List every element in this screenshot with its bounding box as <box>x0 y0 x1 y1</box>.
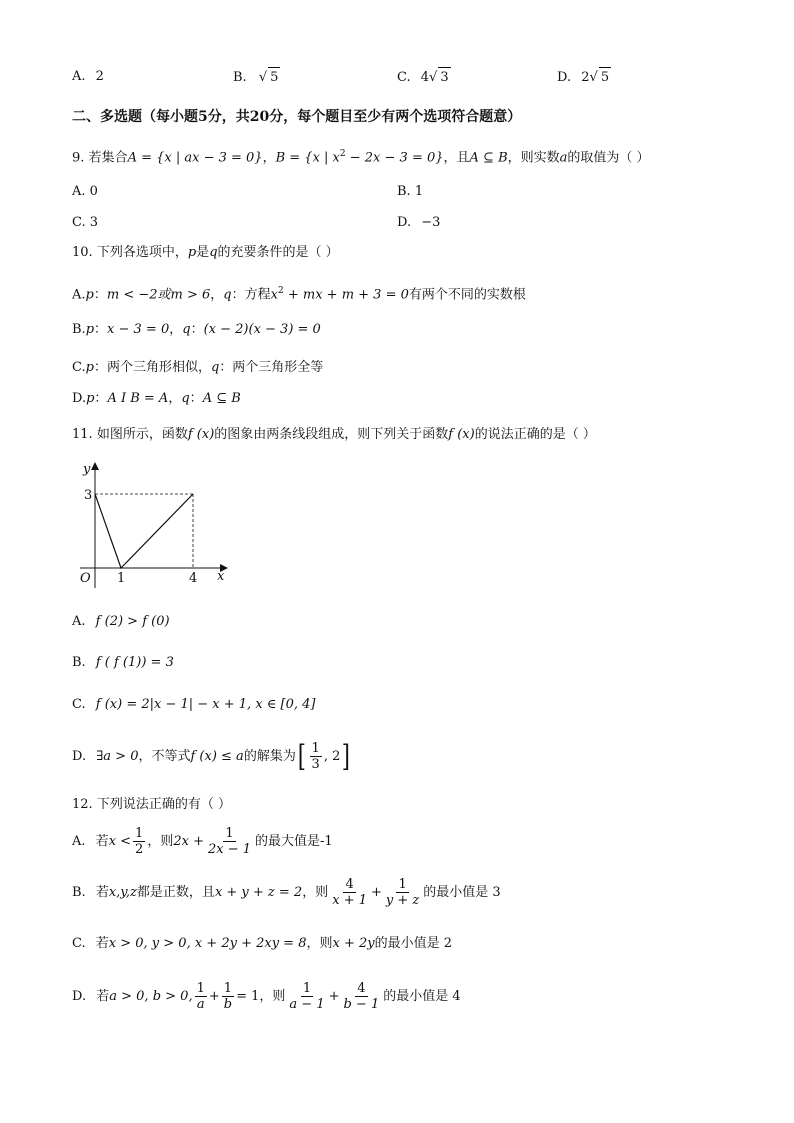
option-text: ：方程 <box>231 287 271 303</box>
q9-option-c <box>72 213 98 233</box>
q12-stem <box>72 795 231 815</box>
coefficient: 2 <box>581 70 590 85</box>
option-text: 若 <box>95 885 109 900</box>
stem-text: 是 <box>196 245 210 260</box>
option-label: D. <box>557 70 572 85</box>
numerator: 1 <box>196 981 205 996</box>
function: f (x) <box>187 427 215 442</box>
x-tick-4: 4 <box>189 571 198 586</box>
equation: = 1 <box>236 989 260 1004</box>
set-b: B = {x | x <box>275 150 340 166</box>
sqrt-sign: √ <box>258 70 268 85</box>
option-text: 的最小值是 2 <box>374 936 453 951</box>
expression: f ( f (1)) = 3 <box>95 655 174 670</box>
stem-text: 的取值为（ ） <box>567 150 650 166</box>
q11-option-a <box>72 612 170 632</box>
origin-label: O <box>80 571 91 586</box>
option-label: B. <box>72 322 86 337</box>
option-text: ，则 <box>302 885 329 900</box>
denominator: x + 1 <box>332 893 367 908</box>
option-text: ，不等式 <box>138 749 191 764</box>
q10-stem <box>72 243 339 263</box>
question-number: 11. <box>72 427 93 442</box>
sqrt-sign: √ <box>589 70 598 85</box>
option-value: 3 <box>89 215 99 230</box>
variable: p <box>85 360 94 375</box>
variable: q <box>223 287 232 303</box>
numerator: 1 <box>223 981 233 996</box>
option-value: 1 <box>414 184 424 199</box>
stem-text: ， <box>262 150 276 166</box>
option-label: A. <box>72 184 86 199</box>
expression: f (2) > f (0) <box>95 614 170 629</box>
equation: + mx + m + 3 = 0 <box>283 287 409 303</box>
q10-option-c <box>72 358 323 378</box>
option-text: ： <box>94 391 108 406</box>
graph-segments <box>95 494 193 568</box>
option-value: −3 <box>421 215 441 230</box>
left-bracket: [ <box>297 738 306 774</box>
q12-option-c <box>72 934 452 954</box>
x-axis-label: x <box>217 569 225 584</box>
condition: x + y + z = 2 <box>214 885 303 900</box>
q10-option-a <box>72 281 526 305</box>
option-text: 的最大值是-1 <box>255 834 333 849</box>
variable: q <box>182 322 191 337</box>
expression: 2x + <box>173 834 204 849</box>
denominator: 3 <box>311 757 320 772</box>
option-text: ， <box>168 391 182 406</box>
denominator: y + z <box>385 893 420 908</box>
stem-text: 的说法正确的是（ ） <box>474 427 596 442</box>
option-text: ： <box>189 391 203 406</box>
option-label: A. <box>72 614 86 629</box>
fraction <box>310 741 322 772</box>
option-label: C. <box>397 70 411 85</box>
q11-option-c <box>72 695 315 715</box>
option-label: A. <box>72 69 86 84</box>
question-number: 9. <box>72 150 85 166</box>
superscript: 2 <box>277 286 284 296</box>
option-label: D. <box>72 989 87 1004</box>
coefficient: 4 <box>420 70 430 85</box>
q9-stem <box>72 144 650 168</box>
question-number: 10. <box>72 245 93 260</box>
variable: q <box>181 391 190 406</box>
q10-option-b <box>72 320 321 340</box>
fraction <box>195 981 207 1012</box>
variable: p <box>85 322 95 337</box>
option-value: 0 <box>89 184 98 199</box>
variables: x,y,z <box>108 885 137 900</box>
option-text: 若 <box>96 989 110 1004</box>
variable: p <box>86 391 95 406</box>
q11-option-d <box>72 740 352 774</box>
q9-option-b <box>397 182 423 202</box>
condition: A I B = A <box>107 391 169 406</box>
option-label: B. <box>233 70 247 85</box>
denominator: b − 1 <box>343 997 380 1012</box>
option-label: B. <box>397 184 411 199</box>
q8-option-b <box>233 67 280 88</box>
option-label: C. <box>72 360 86 375</box>
option-text: 的解集为 <box>243 749 296 764</box>
expression: f (x) = 2|x − 1| − x + 1, x ∈ [0, 4] <box>95 697 316 712</box>
y-axis-label: y <box>83 462 91 477</box>
numerator: 1 <box>302 981 312 996</box>
q11-option-b <box>72 653 174 673</box>
set-b: − 2x − 3 = 0} <box>345 150 444 166</box>
denominator: 2 <box>135 842 144 857</box>
stem-text: 如图所示，函数 <box>96 427 188 442</box>
option-text: 若 <box>95 936 109 951</box>
denominator: b <box>223 997 233 1012</box>
option-text: 的最小值是 3 <box>423 885 501 900</box>
stem-text: ，则实数 <box>507 150 560 166</box>
option-label: A. <box>72 287 86 303</box>
condition: a > 0, b > 0, <box>109 989 193 1004</box>
x-tick-1: 1 <box>117 571 126 586</box>
fraction <box>133 826 145 857</box>
stem-text: 的充要条件的是（ ） <box>217 245 339 260</box>
option-text: ， <box>169 322 183 337</box>
q9-option-d <box>397 213 440 233</box>
q12-option-d <box>72 980 461 1014</box>
option-text: ，则 <box>147 834 174 849</box>
fraction <box>330 877 369 908</box>
condition: x − 3 = 0 <box>107 322 170 337</box>
section-title: 二、多选题（每小题5分，共20分，每个题目至少有两个选项符合题意） <box>72 109 522 125</box>
numerator: 1 <box>135 826 144 841</box>
interval-end: , 2 <box>323 749 341 764</box>
numerator: 1 <box>225 826 234 841</box>
function: f (x) <box>448 427 475 442</box>
sqrt-sign: √ <box>429 70 438 85</box>
equation: x <box>270 287 278 303</box>
option-text: ，则 <box>259 989 286 1004</box>
fraction <box>206 826 253 857</box>
q12-option-b <box>72 876 501 910</box>
variable: q <box>210 360 220 375</box>
option-text: 有两个不同的实数根 <box>408 287 526 303</box>
variable: p <box>187 245 197 260</box>
operator: + <box>371 885 382 900</box>
function-graph <box>72 460 242 590</box>
numerator: 4 <box>345 877 354 892</box>
option-text: ： <box>93 287 107 303</box>
stem-text: 若集合 <box>88 150 128 166</box>
fraction <box>342 981 382 1012</box>
y-tick-3: 3 <box>84 488 93 503</box>
q12-option-a <box>72 825 333 859</box>
option-text: ： <box>94 322 108 337</box>
denominator: a <box>196 997 205 1012</box>
radicand: 5 <box>599 67 611 88</box>
radicand: 5 <box>268 67 280 88</box>
denominator: a − 1 <box>289 997 325 1012</box>
q8-option-a <box>72 67 104 87</box>
superscript: 2 <box>339 149 346 159</box>
variable: q <box>209 245 218 260</box>
condition: ∃a > 0 <box>96 749 139 764</box>
condition: x < <box>108 834 132 849</box>
fraction <box>384 877 421 908</box>
option-label: D. <box>397 215 412 230</box>
q11-stem <box>72 425 596 445</box>
condition: (x − 2)(x − 3) = 0 <box>203 322 321 337</box>
condition: x > 0, y > 0, x + 2y + 2xy = 8 <box>108 936 307 951</box>
numerator: 4 <box>357 981 366 996</box>
option-value: 2 <box>95 69 104 84</box>
q10-option-d <box>72 389 241 409</box>
condition: m < −2或m > 6 <box>106 287 211 303</box>
option-text: 都是正数，且 <box>136 885 215 900</box>
option-label: D. <box>72 391 87 406</box>
fraction <box>287 981 326 1012</box>
option-label: B. <box>72 655 86 670</box>
variable: p <box>85 287 94 303</box>
operator: + <box>208 989 220 1004</box>
expression: x + 2y <box>332 936 375 951</box>
set-a: A = {x | ax − 3 = 0} <box>127 150 263 166</box>
option-label: C. <box>72 215 86 230</box>
stem-text: 下列说法正确的有（ ） <box>96 797 231 812</box>
operator: + <box>328 989 340 1004</box>
q9-option-a <box>72 182 98 202</box>
variable: a <box>559 150 568 166</box>
numerator: 1 <box>311 741 320 756</box>
subset-relation: A ⊆ B <box>469 150 508 166</box>
right-bracket: ] <box>342 738 351 774</box>
stem-text: 的图象由两条线段组成，则下列关于函数 <box>214 427 449 442</box>
option-text: ：两个三角形全等 <box>219 360 324 375</box>
condition: A ⊆ B <box>202 391 241 406</box>
q8-option-d <box>557 67 611 88</box>
option-label: D. <box>72 749 87 764</box>
option-text: 的最小值是 4 <box>383 989 461 1004</box>
q8-option-c <box>397 67 451 88</box>
option-text: ：两个三角形相似， <box>93 360 211 375</box>
option-label: B. <box>72 885 86 900</box>
stem-text: ，且 <box>443 150 470 166</box>
question-number: 12. <box>72 797 93 812</box>
denominator: 2x − 1 <box>207 842 252 857</box>
stem-text: 下列各选项中， <box>96 245 188 260</box>
option-label: C. <box>72 697 86 712</box>
option-label: C. <box>72 936 86 951</box>
option-text: ，则 <box>306 936 333 951</box>
option-text: ： <box>190 322 204 337</box>
inequality: f (x) ≤ a <box>190 749 244 764</box>
option-text: ， <box>210 287 224 303</box>
option-label: A. <box>72 834 86 849</box>
radicand: 3 <box>438 67 450 88</box>
option-text: 若 <box>95 834 109 849</box>
numerator: 1 <box>398 877 407 892</box>
fraction <box>222 981 234 1012</box>
y-axis-arrow <box>91 462 99 470</box>
